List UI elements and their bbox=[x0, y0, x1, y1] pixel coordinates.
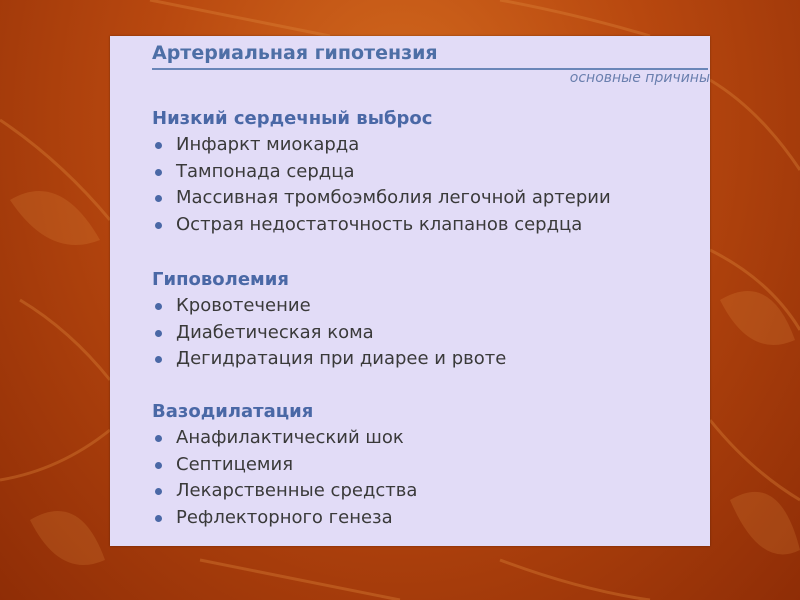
list-item bbox=[152, 505, 417, 532]
list-item-text: Лекарственные средства bbox=[176, 480, 418, 501]
list-item-text: Инфаркт миокарда bbox=[176, 134, 360, 155]
section-hypovolemia bbox=[152, 267, 506, 373]
list-item bbox=[152, 293, 506, 320]
list-item bbox=[152, 132, 611, 159]
cause-list bbox=[152, 425, 417, 531]
bullet-icon bbox=[155, 142, 162, 149]
bullet-icon bbox=[155, 195, 162, 202]
list-item bbox=[152, 320, 506, 347]
bullet-icon bbox=[155, 462, 162, 469]
list-item bbox=[152, 346, 506, 373]
list-item bbox=[152, 478, 417, 505]
bullet-icon bbox=[155, 488, 162, 495]
section-heading: Гиповолемия bbox=[152, 269, 289, 290]
bullet-icon bbox=[155, 330, 162, 337]
bullet-icon bbox=[155, 356, 162, 363]
section-heading: Вазодилатация bbox=[152, 401, 314, 422]
cause-list bbox=[152, 293, 506, 373]
list-item bbox=[152, 452, 417, 479]
list-item bbox=[152, 159, 611, 186]
list-item-text: Анафилактический шок bbox=[176, 427, 404, 448]
bullet-icon bbox=[155, 435, 162, 442]
section-vasodilation bbox=[152, 399, 417, 531]
list-item bbox=[152, 212, 611, 239]
section-low-cardiac-output bbox=[152, 106, 611, 238]
list-item bbox=[152, 425, 417, 452]
content-card bbox=[110, 36, 710, 546]
list-item-text: Массивная тромбоэмболия легочной артерии bbox=[176, 187, 611, 208]
list-item-text: Острая недостаточность клапанов сердца bbox=[176, 213, 583, 235]
bullet-icon bbox=[155, 515, 162, 522]
page-subtitle: основные причины bbox=[569, 70, 710, 86]
list-item-text: Тампонада сердца bbox=[176, 160, 355, 182]
bullet-icon bbox=[155, 222, 162, 229]
list-item-text: Дегидратация при диарее и рвоте bbox=[176, 348, 507, 369]
list-item-text: Кровотечение bbox=[176, 295, 311, 316]
bullet-icon bbox=[155, 169, 162, 176]
list-item-text: Септицемия bbox=[176, 453, 294, 475]
list-item bbox=[152, 185, 611, 212]
cause-list bbox=[152, 132, 611, 238]
list-item-text: Рефлекторного генеза bbox=[176, 506, 393, 528]
list-item-text: Диабетическая кома bbox=[176, 321, 374, 343]
section-heading: Низкий сердечный выброс bbox=[152, 108, 433, 129]
bullet-icon bbox=[155, 303, 162, 310]
page-title: Артериальная гипотензия bbox=[152, 42, 438, 64]
